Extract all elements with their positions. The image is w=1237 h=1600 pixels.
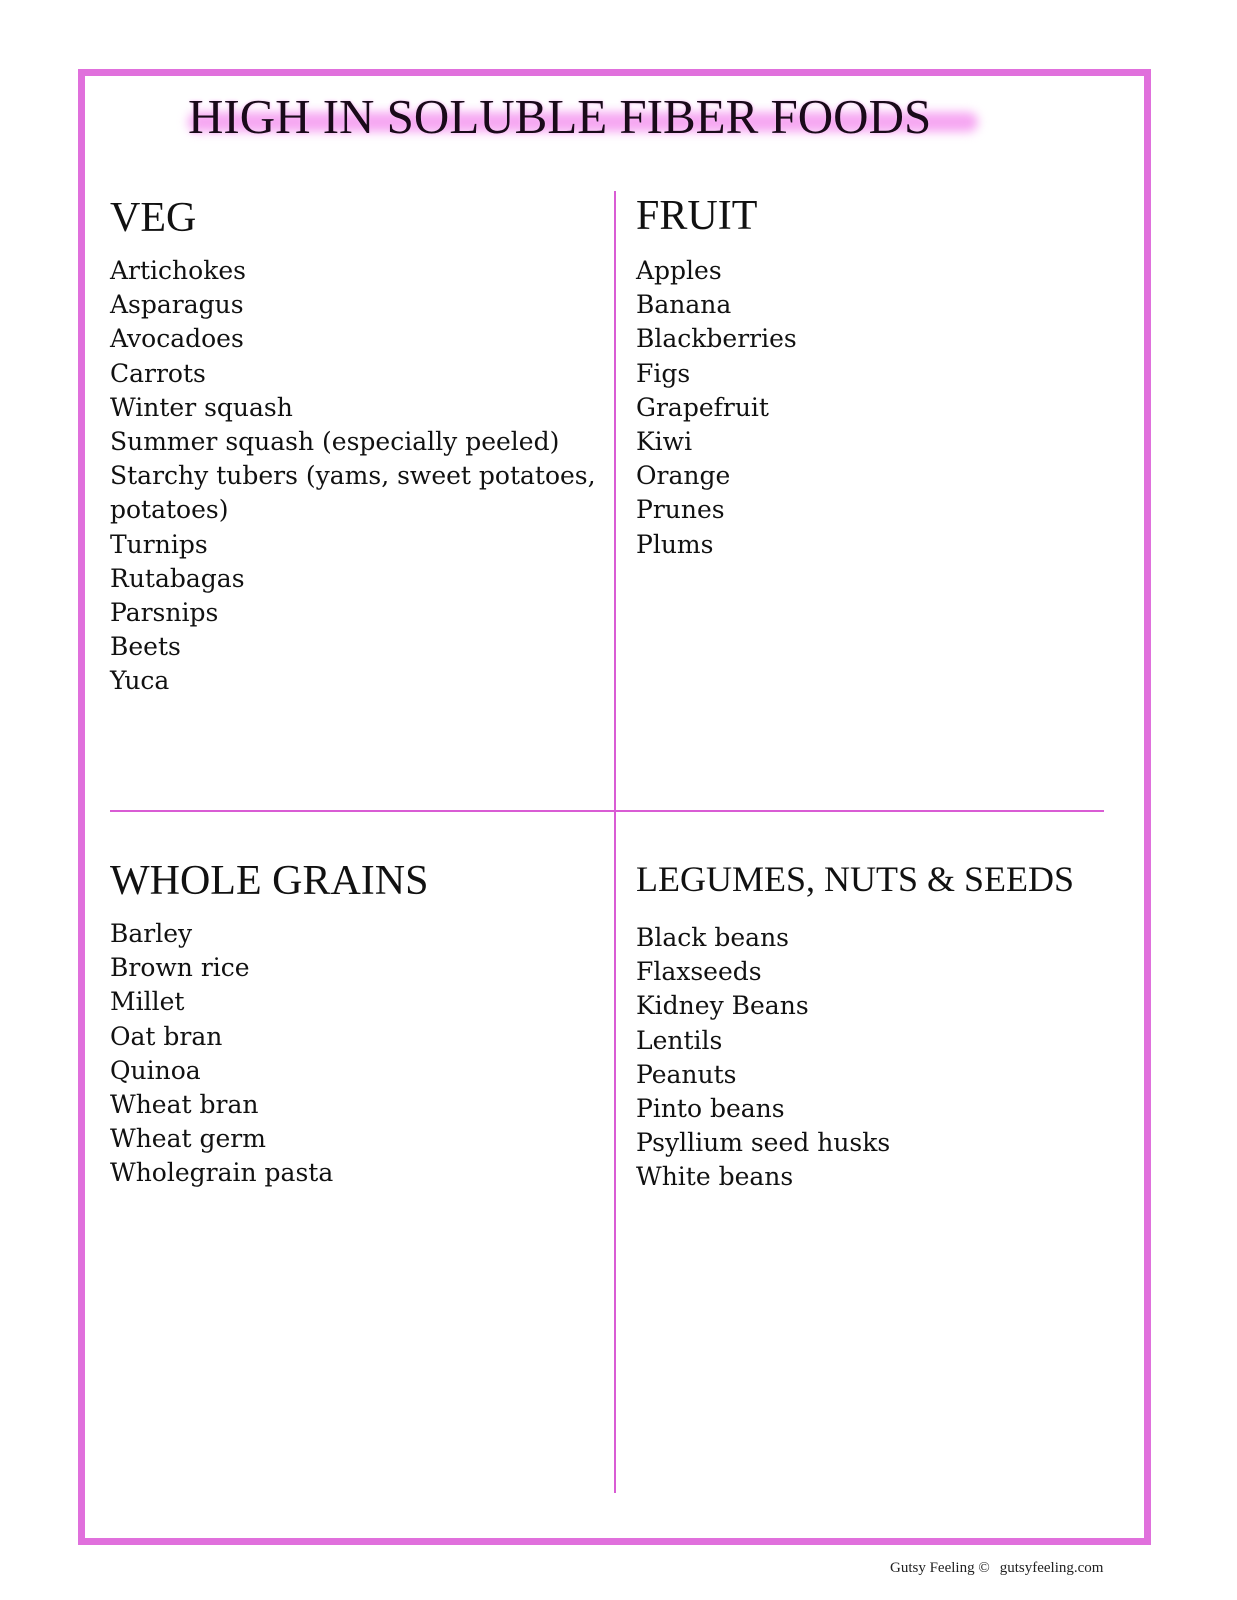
list-item: Lentils	[636, 1025, 723, 1055]
list-item: Banana	[636, 290, 732, 320]
list-item: Starchy tubers (yams, sweet potatoes,	[110, 461, 596, 491]
list-item: Yuca	[110, 666, 170, 696]
grains-heading: WHOLE GRAINS	[110, 858, 429, 904]
list-item: Grapefruit	[636, 392, 769, 422]
veg-heading: VEG	[110, 195, 197, 241]
footer-credit	[890, 1558, 1103, 1578]
list-item: Quinoa	[110, 1055, 201, 1085]
list-item: Kiwi	[636, 427, 693, 457]
horizontal-divider	[110, 810, 1104, 812]
legumes-section	[636, 854, 1136, 1195]
list-item: Kidney Beans	[636, 991, 809, 1021]
list-item: Millet	[110, 987, 185, 1017]
list-item: Wheat germ	[110, 1124, 266, 1154]
list-item: Figs	[636, 358, 691, 388]
legumes-heading: LEGUMES, NUTS & SEEDS	[636, 859, 1075, 899]
list-item: Apples	[636, 256, 722, 285]
list-item: Oat bran	[110, 1021, 223, 1051]
footer-brand: Gutsy Feeling ©	[890, 1560, 990, 1576]
grains-list	[110, 917, 600, 1191]
list-item: Orange	[636, 461, 731, 491]
veg-section	[110, 193, 600, 699]
list-item: potatoes)	[110, 495, 229, 525]
list-item: Prunes	[636, 495, 725, 525]
legumes-list	[636, 921, 1136, 1195]
list-item: Asparagus	[110, 290, 244, 320]
fruit-section	[636, 191, 1106, 562]
list-item: Carrots	[110, 358, 206, 388]
list-item: Artichokes	[110, 256, 246, 285]
list-item: Wheat bran	[110, 1090, 259, 1120]
list-item: Peanuts	[636, 1059, 737, 1089]
list-item: Pinto beans	[636, 1094, 785, 1124]
list-item: Avocadoes	[110, 324, 244, 354]
footer-url: gutsyfeeling.com	[999, 1560, 1104, 1576]
fruit-heading: FRUIT	[636, 193, 758, 239]
list-item: White beans	[636, 1162, 794, 1192]
grains-section	[110, 856, 600, 1191]
list-item: Winter squash	[110, 392, 293, 422]
list-item: Flaxseeds	[636, 957, 762, 987]
page-title: HIGH IN SOLUBLE FIBER FOODS	[188, 89, 932, 144]
list-item: Parsnips	[110, 598, 219, 628]
fruit-list	[636, 254, 1106, 562]
title-block	[188, 86, 978, 148]
list-item: Summer squash (especially peeled)	[110, 427, 560, 457]
list-item: Beets	[110, 632, 181, 662]
list-item: Turnips	[110, 529, 208, 559]
list-item: Plums	[636, 529, 714, 559]
list-item: Blackberries	[636, 324, 797, 354]
veg-list	[110, 254, 600, 699]
list-item: Psyllium seed husks	[636, 1128, 891, 1158]
vertical-divider	[614, 191, 616, 1493]
list-item: Rutabagas	[110, 563, 245, 593]
list-item: Brown rice	[110, 953, 250, 983]
list-item: Wholegrain pasta	[110, 1158, 334, 1188]
list-item: Black beans	[636, 923, 790, 952]
list-item: Barley	[110, 919, 193, 948]
